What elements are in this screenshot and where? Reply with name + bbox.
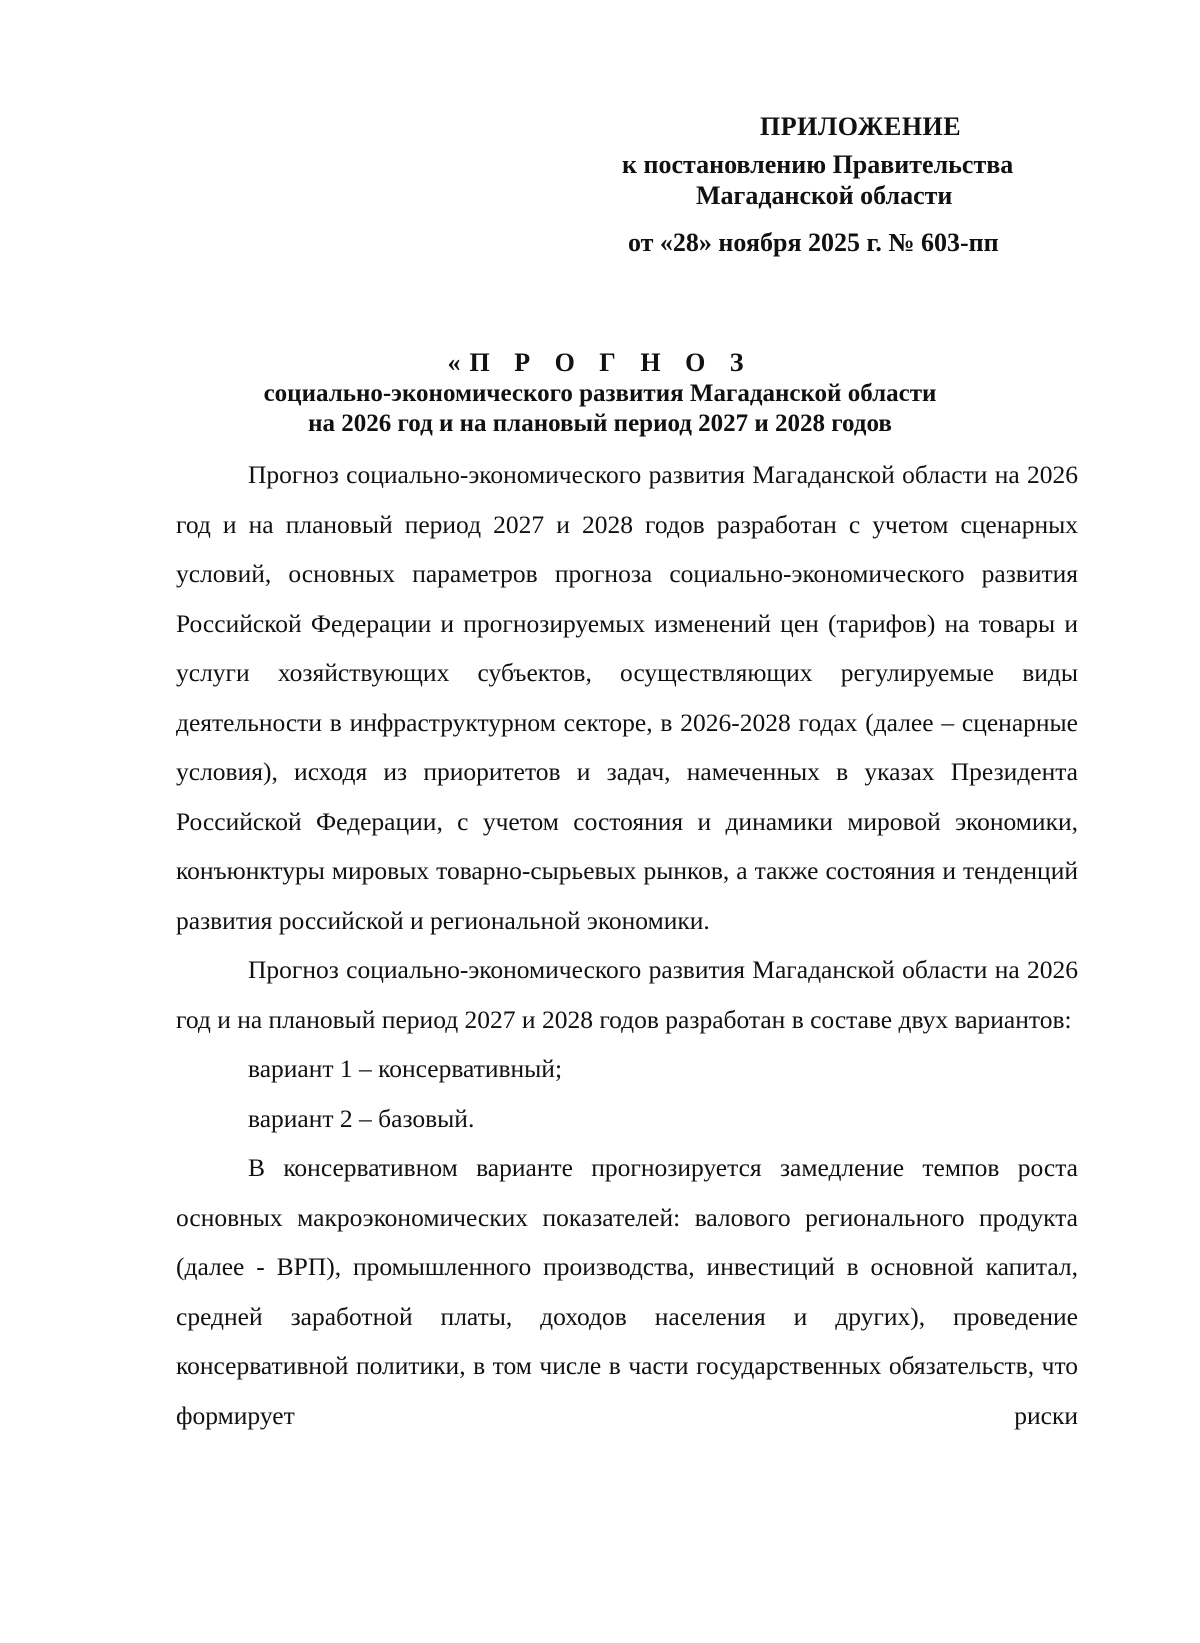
appendix-line-date-number: от «28» ноября 2025 г. № 603-пп	[628, 228, 999, 257]
paragraph-conservative: В консервативном варианте прогнозируется замедление темпов роста основных макроэкономических показателей: валового регионального продукта (далее - ВРП), промышленного производства, инвестиций в основной капитал, средней заработной платы, доходов населения и других), проведение консервативной политики, в том числе в части государственных обязательств, что формирует риски	[176, 1153, 1078, 1430]
document-subtitle-line1: социально-экономического развития Магаданской области	[263, 380, 937, 407]
variant-2-item: вариант 2 – базовый.	[248, 1103, 475, 1133]
appendix-line-region: Магаданской области	[696, 181, 953, 210]
variant-1-item: вариант 1 – консервативный;	[248, 1054, 563, 1083]
document-subtitle-line2: на 2026 год и на плановый период 2027 и 2028 годов	[308, 410, 892, 437]
document-body	[176, 450, 1078, 1440]
appendix-title: ПРИЛОЖЕНИЕ	[760, 112, 962, 141]
document-title: «П Р О Г Н О З	[447, 348, 753, 377]
appendix-line-resolution: к постановлению Правительства	[622, 150, 1014, 179]
paragraph-variants: Прогноз социально-экономического развития Магаданской области на 2026 год и на плановый период 2027 и 2028 годов разработан в составе двух вариантов:	[176, 955, 1078, 1034]
paragraph-basis: Прогноз социально-экономического развития Магаданской области на 2026 год и на плановый период 2027 и 2028 годов разработан с учетом сценарных условий, основных параметров прогноза социально-экономического развития Российской Федерации и прогнозируемых изменений цен (тарифов) на товары и услуги хозяйствующих субъектов, осуществляющих регулируемые виды деятельности в инфраструктурном секторе, в 2026-2028 годах (далее – сценарные условия), исходя из приоритетов и задач, намеченных в указах Президента Российской Федерации, с учетом состояния и динамики мировой экономики, конъюнктуры мировых товарно-сырьевых рынков, а также состояния и тенденций развития российской и региональной экономики.	[176, 460, 1078, 935]
